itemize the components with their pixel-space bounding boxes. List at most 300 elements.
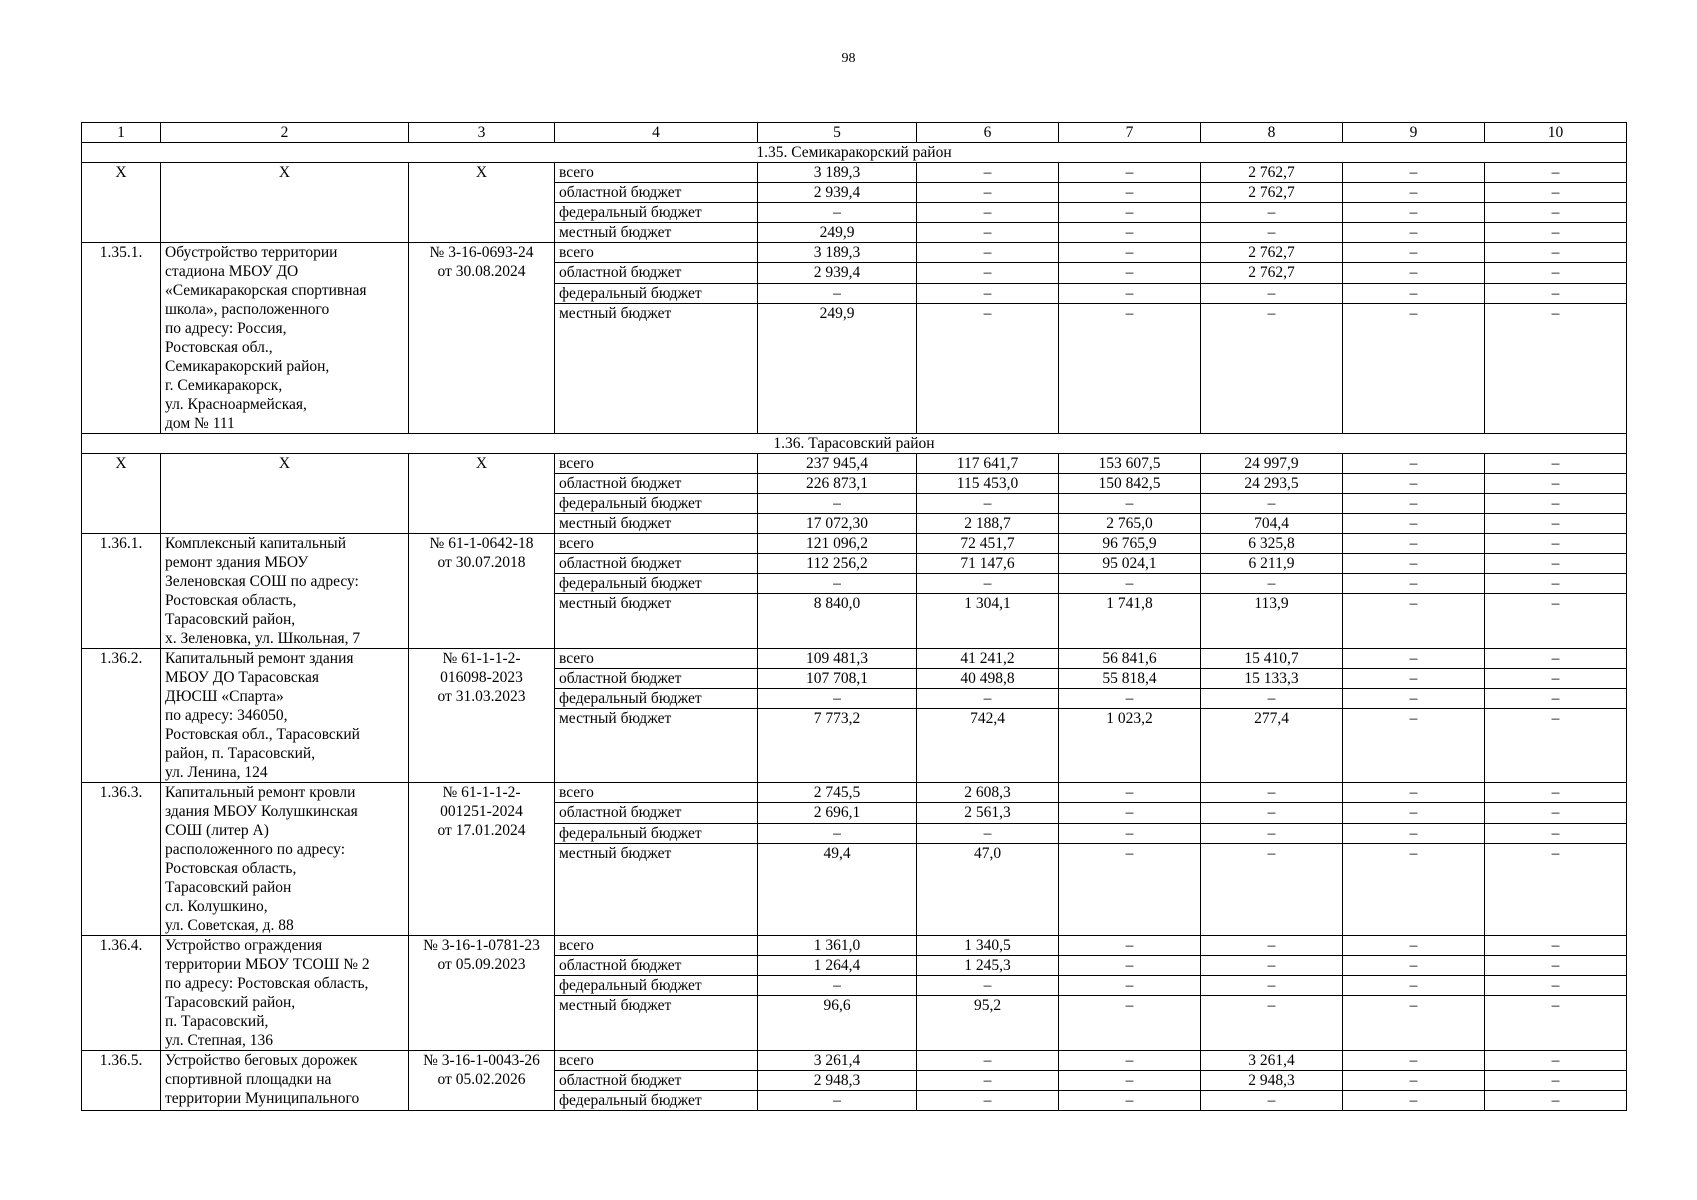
item-name-line: Комплексный капитальный — [165, 535, 346, 552]
budget-label: местный бюджет — [555, 709, 758, 783]
budget-label: федеральный бюджет — [555, 1091, 758, 1111]
item-name — [161, 649, 409, 783]
item-name-line: спортивной площадки на — [165, 1071, 332, 1088]
value-c9: – — [1343, 709, 1485, 783]
item-number: 1.36.4. — [82, 936, 161, 1051]
budget-label: федеральный бюджет — [555, 494, 758, 514]
value-c10: – — [1485, 223, 1627, 243]
item-name-line: по адресу: 346050, — [165, 707, 288, 724]
value-c10: – — [1485, 783, 1627, 803]
value-c8: – — [1201, 223, 1343, 243]
value-c10: – — [1485, 823, 1627, 843]
item-document-line: 001251-2024 — [440, 803, 523, 820]
value-c8: – — [1201, 574, 1343, 594]
value-c6: – — [917, 976, 1059, 996]
value-c7: – — [1059, 494, 1201, 514]
section-title: 1.36. Тарасовский район — [82, 434, 1627, 454]
column-header: 8 — [1201, 123, 1343, 143]
item-name-line: х. Зеленовка, ул. Школьная, 7 — [165, 630, 361, 647]
item-name-line: Устройство ограждения — [165, 937, 323, 954]
value-c9: – — [1343, 1051, 1485, 1071]
item-name-line: Ростовская область, — [165, 592, 297, 609]
item-name-line: ул. Советская, д. 88 — [165, 917, 294, 934]
value-c8: – — [1201, 304, 1343, 434]
value-c6: 115 453,0 — [917, 474, 1059, 494]
item-document-line: № 3-16-1-0043-26 — [423, 1052, 540, 1069]
value-c8: 6 211,9 — [1201, 554, 1343, 574]
value-c5: 8 840,0 — [758, 594, 917, 649]
value-c5: – — [758, 1091, 917, 1111]
value-c6: – — [917, 183, 1059, 203]
item-name-line: сл. Колушкино, — [165, 898, 268, 915]
value-c8: 2 948,3 — [1201, 1071, 1343, 1091]
column-header: 5 — [758, 123, 917, 143]
item-name-line: стадиона МБОУ ДО — [165, 263, 299, 280]
item-number: 1.36.5. — [82, 1051, 161, 1111]
table-row — [82, 936, 1627, 956]
value-c9: – — [1343, 1071, 1485, 1091]
value-c9: – — [1343, 514, 1485, 534]
value-c9: – — [1343, 163, 1485, 183]
item-name-line: «Семикаракорская спортивная — [165, 282, 367, 299]
value-c7: 153 607,5 — [1059, 454, 1201, 474]
value-c7: – — [1059, 163, 1201, 183]
value-c5: 237 945,4 — [758, 454, 917, 474]
value-c9: – — [1343, 574, 1485, 594]
value-c5: 249,9 — [758, 223, 917, 243]
column-header: 9 — [1343, 123, 1485, 143]
value-c10: – — [1485, 454, 1627, 474]
value-c6: – — [917, 243, 1059, 263]
value-c6: 95,2 — [917, 996, 1059, 1051]
table-row — [82, 783, 1627, 803]
table-row — [82, 243, 1627, 263]
value-c9: – — [1343, 689, 1485, 709]
budget-label: областной бюджет — [555, 263, 758, 283]
value-c6: 117 641,7 — [917, 454, 1059, 474]
item-name-line: Тарасовский район — [165, 879, 292, 896]
budget-label: федеральный бюджет — [555, 203, 758, 223]
item-name — [161, 936, 409, 1051]
value-c5: 2 948,3 — [758, 1071, 917, 1091]
item-document-line: от 05.02.2026 — [437, 1071, 526, 1088]
value-c10: – — [1485, 263, 1627, 283]
table-row — [82, 649, 1627, 669]
value-c9: – — [1343, 843, 1485, 935]
item-name-line: ул. Степная, 136 — [165, 1032, 273, 1049]
item-name-line: Тарасовский район, — [165, 611, 296, 628]
value-c9: – — [1343, 803, 1485, 823]
column-header: 6 — [917, 123, 1059, 143]
value-c7: 95 024,1 — [1059, 554, 1201, 574]
table-row — [82, 163, 1627, 183]
value-c6: 2 188,7 — [917, 514, 1059, 534]
budget-label: всего — [555, 936, 758, 956]
value-c7: – — [1059, 996, 1201, 1051]
value-c10: – — [1485, 494, 1627, 514]
value-c8: – — [1201, 1091, 1343, 1111]
page-number: 98 — [841, 51, 856, 66]
budget-label: федеральный бюджет — [555, 283, 758, 303]
budget-label: всего — [555, 243, 758, 263]
value-c7: – — [1059, 843, 1201, 935]
item-name-line: Семикаракорский район, — [165, 358, 330, 375]
budget-label: федеральный бюджет — [555, 823, 758, 843]
value-c6: – — [917, 263, 1059, 283]
item-document-line: от 17.01.2024 — [437, 822, 526, 839]
item-document — [409, 243, 555, 434]
item-name-line: ул. Ленина, 124 — [165, 764, 268, 781]
item-number: Х — [82, 163, 161, 243]
item-name-line: Обустройство территории — [165, 244, 338, 261]
value-c5: 96,6 — [758, 996, 917, 1051]
value-c8: 15 133,3 — [1201, 669, 1343, 689]
item-name-line: по адресу: Ростовская область, — [165, 975, 369, 992]
value-c10: – — [1485, 803, 1627, 823]
value-c7: 96 765,9 — [1059, 534, 1201, 554]
budget-label: областной бюджет — [555, 183, 758, 203]
value-c10: – — [1485, 996, 1627, 1051]
value-c5: 109 481,3 — [758, 649, 917, 669]
value-c6: 72 451,7 — [917, 534, 1059, 554]
value-c10: – — [1485, 574, 1627, 594]
item-name-line: Ростовская обл., — [165, 339, 273, 356]
value-c5: 17 072,30 — [758, 514, 917, 534]
value-c9: – — [1343, 223, 1485, 243]
item-name-line: территории Муниципального — [165, 1090, 360, 1107]
value-c8: – — [1201, 783, 1343, 803]
value-c10: – — [1485, 1051, 1627, 1071]
value-c8: – — [1201, 803, 1343, 823]
value-c8: – — [1201, 823, 1343, 843]
item-document: Х — [409, 454, 555, 534]
value-c10: – — [1485, 709, 1627, 783]
budget-label: областной бюджет — [555, 956, 758, 976]
item-name-line: ремонт здания МБОУ — [165, 554, 309, 571]
budget-label: местный бюджет — [555, 304, 758, 434]
item-name-line: территории МБОУ ТСОШ № 2 — [165, 956, 370, 973]
value-c10: – — [1485, 843, 1627, 935]
value-c9: – — [1343, 304, 1485, 434]
budget-label: федеральный бюджет — [555, 976, 758, 996]
value-c6: 71 147,6 — [917, 554, 1059, 574]
value-c6: 1 340,5 — [917, 936, 1059, 956]
value-c10: – — [1485, 183, 1627, 203]
item-name-line: Капитальный ремонт здания — [165, 650, 354, 667]
value-c9: – — [1343, 996, 1485, 1051]
item-name — [161, 1051, 409, 1111]
value-c8: 15 410,7 — [1201, 649, 1343, 669]
value-c7: – — [1059, 304, 1201, 434]
value-c10: – — [1485, 1071, 1627, 1091]
value-c8: – — [1201, 936, 1343, 956]
item-document-line: от 30.07.2018 — [437, 554, 526, 571]
item-document-line: № 3-16-0693-24 — [429, 244, 534, 261]
value-c9: – — [1343, 283, 1485, 303]
budget-label: всего — [555, 649, 758, 669]
item-document — [409, 649, 555, 783]
value-c9: – — [1343, 976, 1485, 996]
budget-label: местный бюджет — [555, 843, 758, 935]
item-document-line: № 3-16-1-0781-23 — [423, 937, 540, 954]
value-c8: 2 762,7 — [1201, 243, 1343, 263]
budget-label: областной бюджет — [555, 554, 758, 574]
value-c7: – — [1059, 783, 1201, 803]
value-c7: 2 765,0 — [1059, 514, 1201, 534]
column-header: 10 — [1485, 123, 1627, 143]
item-document-line: от 05.09.2023 — [437, 956, 526, 973]
budget-label: всего — [555, 534, 758, 554]
value-c5: – — [758, 574, 917, 594]
value-c5: 226 873,1 — [758, 474, 917, 494]
value-c6: – — [917, 574, 1059, 594]
value-c6: – — [917, 494, 1059, 514]
value-c6: 41 241,2 — [917, 649, 1059, 669]
value-c8: – — [1201, 956, 1343, 976]
item-number: 1.36.2. — [82, 649, 161, 783]
section-header-row — [82, 434, 1627, 454]
value-c10: – — [1485, 594, 1627, 649]
value-c8: 3 261,4 — [1201, 1051, 1343, 1071]
value-c6: – — [917, 689, 1059, 709]
value-c6: 2 608,3 — [917, 783, 1059, 803]
value-c9: – — [1343, 594, 1485, 649]
value-c6: – — [917, 823, 1059, 843]
value-c7: – — [1059, 956, 1201, 976]
value-c10: – — [1485, 163, 1627, 183]
value-c10: – — [1485, 956, 1627, 976]
value-c7: – — [1059, 183, 1201, 203]
value-c10: – — [1485, 1091, 1627, 1111]
value-c7: – — [1059, 803, 1201, 823]
budget-label: федеральный бюджет — [555, 689, 758, 709]
item-name: Х — [161, 454, 409, 534]
value-c8: 6 325,8 — [1201, 534, 1343, 554]
value-c5: 3 189,3 — [758, 163, 917, 183]
budget-label: местный бюджет — [555, 514, 758, 534]
item-number: Х — [82, 454, 161, 534]
value-c9: – — [1343, 474, 1485, 494]
item-name-line: ул. Красноармейская, — [165, 396, 307, 413]
value-c6: – — [917, 163, 1059, 183]
column-header: 3 — [409, 123, 555, 143]
value-c10: – — [1485, 976, 1627, 996]
budget-label: всего — [555, 454, 758, 474]
budget-label: всего — [555, 1051, 758, 1071]
value-c9: – — [1343, 243, 1485, 263]
value-c8: – — [1201, 494, 1343, 514]
value-c7: – — [1059, 1051, 1201, 1071]
value-c5: 121 096,2 — [758, 534, 917, 554]
budget-label: местный бюджет — [555, 594, 758, 649]
value-c5: 3 189,3 — [758, 243, 917, 263]
value-c10: – — [1485, 936, 1627, 956]
item-number: 1.35.1. — [82, 243, 161, 434]
column-header: 2 — [161, 123, 409, 143]
value-c10: – — [1485, 554, 1627, 574]
item-number: 1.36.3. — [82, 783, 161, 936]
value-c5: 249,9 — [758, 304, 917, 434]
table-row — [82, 1051, 1627, 1071]
value-c5: 7 773,2 — [758, 709, 917, 783]
budget-label: всего — [555, 783, 758, 803]
value-c5: – — [758, 494, 917, 514]
column-header: 7 — [1059, 123, 1201, 143]
value-c10: – — [1485, 203, 1627, 223]
value-c7: 1 023,2 — [1059, 709, 1201, 783]
value-c6: 2 561,3 — [917, 803, 1059, 823]
value-c9: – — [1343, 203, 1485, 223]
value-c8: – — [1201, 843, 1343, 935]
value-c5: – — [758, 203, 917, 223]
value-c9: – — [1343, 1091, 1485, 1111]
value-c9: – — [1343, 554, 1485, 574]
table-row — [82, 534, 1627, 554]
value-c8: – — [1201, 976, 1343, 996]
value-c7: – — [1059, 976, 1201, 996]
value-c8: – — [1201, 283, 1343, 303]
value-c10: – — [1485, 283, 1627, 303]
value-c7: 150 842,5 — [1059, 474, 1201, 494]
value-c9: – — [1343, 669, 1485, 689]
value-c10: – — [1485, 534, 1627, 554]
item-name-line: дом № 111 — [165, 415, 235, 432]
value-c5: 1 361,0 — [758, 936, 917, 956]
value-c8: 113,9 — [1201, 594, 1343, 649]
budget-label: областной бюджет — [555, 474, 758, 494]
item-document — [409, 1051, 555, 1111]
value-c6: – — [917, 1091, 1059, 1111]
value-c8: 2 762,7 — [1201, 163, 1343, 183]
value-c7: – — [1059, 936, 1201, 956]
value-c7: – — [1059, 263, 1201, 283]
value-c5: 49,4 — [758, 843, 917, 935]
item-name-line: школа», расположенного — [165, 301, 330, 318]
value-c7: – — [1059, 223, 1201, 243]
value-c6: – — [917, 304, 1059, 434]
value-c8: 704,4 — [1201, 514, 1343, 534]
value-c7: 55 818,4 — [1059, 669, 1201, 689]
item-document: Х — [409, 163, 555, 243]
value-c7: – — [1059, 823, 1201, 843]
value-c7: – — [1059, 689, 1201, 709]
item-document-line: № 61-1-1-2- — [442, 650, 521, 667]
value-c9: – — [1343, 823, 1485, 843]
item-document-line: от 30.08.2024 — [437, 263, 526, 280]
item-name-line: МБОУ ДО Тарасовская — [165, 669, 320, 686]
item-name-line: Зеленовская СОШ по адресу: — [165, 573, 359, 590]
value-c10: – — [1485, 669, 1627, 689]
budget-label: областной бюджет — [555, 669, 758, 689]
value-c7: 1 741,8 — [1059, 594, 1201, 649]
item-name-line: Капитальный ремонт кровли — [165, 784, 356, 801]
item-name-line: г. Семикаракорск, — [165, 377, 283, 394]
value-c6: – — [917, 1051, 1059, 1071]
value-c6: 40 498,8 — [917, 669, 1059, 689]
item-name-line: Тарасовский район, — [165, 994, 296, 1011]
item-name-line: п. Тарасовский, — [165, 1013, 269, 1030]
value-c10: – — [1485, 243, 1627, 263]
budget-label: всего — [555, 163, 758, 183]
item-name-line: Устройство беговых дорожек — [165, 1052, 358, 1069]
value-c5: – — [758, 283, 917, 303]
value-c6: 47,0 — [917, 843, 1059, 935]
item-name: Х — [161, 163, 409, 243]
item-number: 1.36.1. — [82, 534, 161, 649]
item-name-line: СОШ (литер А) — [165, 822, 269, 839]
value-c5: 2 696,1 — [758, 803, 917, 823]
item-name-line: ДЮСШ «Спарта» — [165, 688, 284, 705]
value-c8: 24 997,9 — [1201, 454, 1343, 474]
value-c8: 2 762,7 — [1201, 263, 1343, 283]
budget-label: областной бюджет — [555, 803, 758, 823]
value-c7: – — [1059, 1071, 1201, 1091]
table-row — [82, 454, 1627, 474]
item-document-line: 016098-2023 — [440, 669, 523, 686]
value-c8: 2 762,7 — [1201, 183, 1343, 203]
value-c7: – — [1059, 1091, 1201, 1111]
value-c5: 3 261,4 — [758, 1051, 917, 1071]
value-c10: – — [1485, 514, 1627, 534]
value-c6: – — [917, 283, 1059, 303]
value-c6: 1 245,3 — [917, 956, 1059, 976]
value-c6: – — [917, 223, 1059, 243]
value-c5: – — [758, 976, 917, 996]
value-c5: – — [758, 689, 917, 709]
column-header-row — [82, 123, 1627, 143]
value-c6: 1 304,1 — [917, 594, 1059, 649]
value-c8: 24 293,5 — [1201, 474, 1343, 494]
value-c5: 2 939,4 — [758, 263, 917, 283]
budget-table — [81, 122, 1627, 1111]
section-header-row — [82, 143, 1627, 163]
value-c10: – — [1485, 689, 1627, 709]
value-c8: – — [1201, 996, 1343, 1051]
value-c10: – — [1485, 304, 1627, 434]
item-name — [161, 783, 409, 936]
item-document-line: от 31.03.2023 — [437, 688, 526, 705]
value-c8: 277,4 — [1201, 709, 1343, 783]
value-c9: – — [1343, 494, 1485, 514]
item-document-line: № 61-1-0642-18 — [429, 535, 534, 552]
value-c5: 107 708,1 — [758, 669, 917, 689]
item-document — [409, 534, 555, 649]
value-c9: – — [1343, 534, 1485, 554]
budget-label: областной бюджет — [555, 1071, 758, 1091]
value-c5: 2 939,4 — [758, 183, 917, 203]
item-name — [161, 243, 409, 434]
value-c9: – — [1343, 783, 1485, 803]
value-c9: – — [1343, 649, 1485, 669]
section-title: 1.35. Семикаракорский район — [82, 143, 1627, 163]
item-name-line: Ростовская обл., Тарасовский — [165, 726, 360, 743]
item-name — [161, 534, 409, 649]
value-c5: 112 256,2 — [758, 554, 917, 574]
item-name-line: район, п. Тарасовский, — [165, 745, 316, 762]
value-c7: 56 841,6 — [1059, 649, 1201, 669]
item-document — [409, 936, 555, 1051]
item-name-line: по адресу: Россия, — [165, 320, 287, 337]
value-c9: – — [1343, 183, 1485, 203]
value-c9: – — [1343, 956, 1485, 976]
value-c6: – — [917, 203, 1059, 223]
item-name-line: Ростовская область, — [165, 860, 297, 877]
value-c7: – — [1059, 283, 1201, 303]
value-c8: – — [1201, 689, 1343, 709]
value-c5: – — [758, 823, 917, 843]
value-c6: 742,4 — [917, 709, 1059, 783]
item-name-line: расположенного по адресу: — [165, 841, 345, 858]
